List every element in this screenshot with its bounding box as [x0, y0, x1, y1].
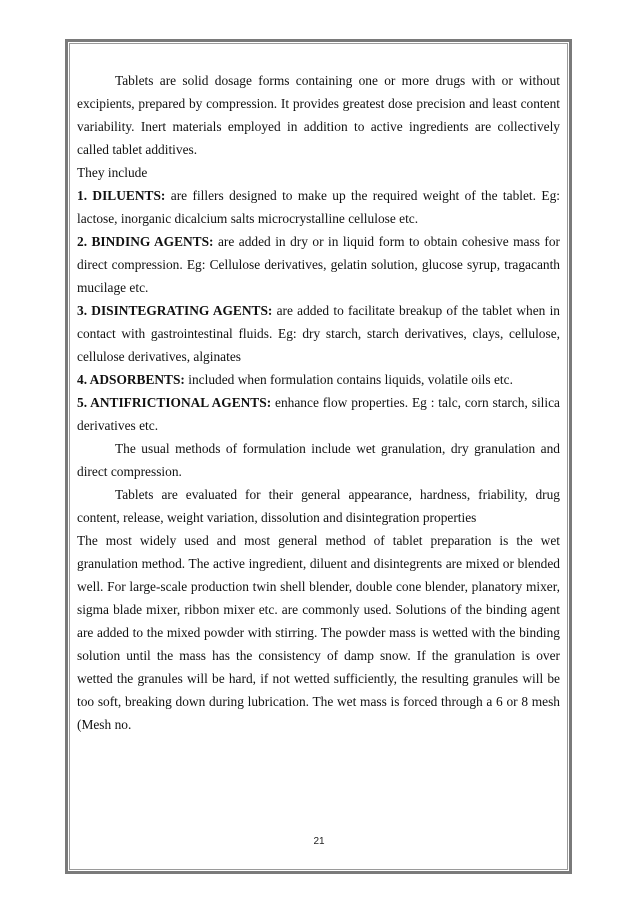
item-binding-agents: [77, 230, 560, 299]
item-disintegrating-agents-text: are added to facilitate breakup of the tablet when in contact with gastrointestinal fluids. Eg: dry starch, starch derivatives, clays, cellulose, cellulose derivatives, alginates: [77, 303, 560, 364]
item-disintegrating-agents: [77, 299, 560, 368]
page-number: 21: [313, 836, 325, 847]
item-adsorbents-heading: 4. ADSORBENTS:: [77, 372, 185, 387]
item-diluents-text: are fillers designed to make up the required weight of the tablet. Eg: lactose, inorganic dicalcium salts microcrystalline cellulose etc.: [77, 188, 560, 226]
wet-granulation-paragraph: The most widely used and most general method of tablet preparation is the wet granulation method. The active ingredient, diluent and disintegrents are mixed or blended well. For large-scale production twin shell blender, double cone blender, planatory mixer, sigma blade mixer, ribbon mixer etc. are commonly used. Solutions of the binding agent are added to the mixed powder with stirring. The powder mass is wetted with the binding solution until the mass has the consistency of damp snow. If the granulation is over wetted the granules will be hard, if not wetted sufficiently, the resulting granules will be too soft, breaking down during lubrication. The wet mass is forced through a 6 or 8 mesh (Mesh no.: [77, 533, 560, 732]
methods-paragraph: The usual methods of formulation include wet granulation, dry granulation and direct compression.: [77, 441, 560, 479]
item-binding-agents-text: are added in dry or in liquid form to obtain cohesive mass for direct compression. Eg: Cellulose derivatives, gelatin solution, glucose syrup, tragacanth mucilage etc.: [77, 234, 560, 295]
intro-paragraph: Tablets are solid dosage forms containing one or more drugs with or without excipients, prepared by compression. It provides greatest dose precision and least content variability. Inert materials employed in addition to active ingredients are collectively called tablet additives.: [77, 73, 560, 157]
item-binding-agents-heading: 2. BINDING AGENTS:: [77, 234, 214, 249]
item-antifrictional-agents-text: enhance flow properties. Eg : talc, corn starch, silica derivatives etc.: [77, 395, 560, 433]
item-antifrictional-agents: [77, 391, 560, 437]
evaluation-paragraph: Tablets are evaluated for their general appearance, hardness, friability, drug content, release, weight variation, dissolution and disintegration properties: [77, 487, 560, 525]
item-antifrictional-agents-heading: 5. ANTIFRICTIONAL AGENTS:: [77, 395, 272, 410]
item-diluents: [77, 184, 560, 230]
document-body: [77, 69, 560, 736]
item-adsorbents-text: included when formulation contains liquids, volatile oils etc.: [184, 372, 513, 387]
item-diluents-heading: 1. DILUENTS:: [77, 188, 166, 203]
they-include-line: They include: [77, 165, 148, 180]
item-adsorbents: [77, 368, 560, 391]
item-disintegrating-agents-heading: 3. DISINTEGRATING AGENTS:: [77, 303, 273, 318]
